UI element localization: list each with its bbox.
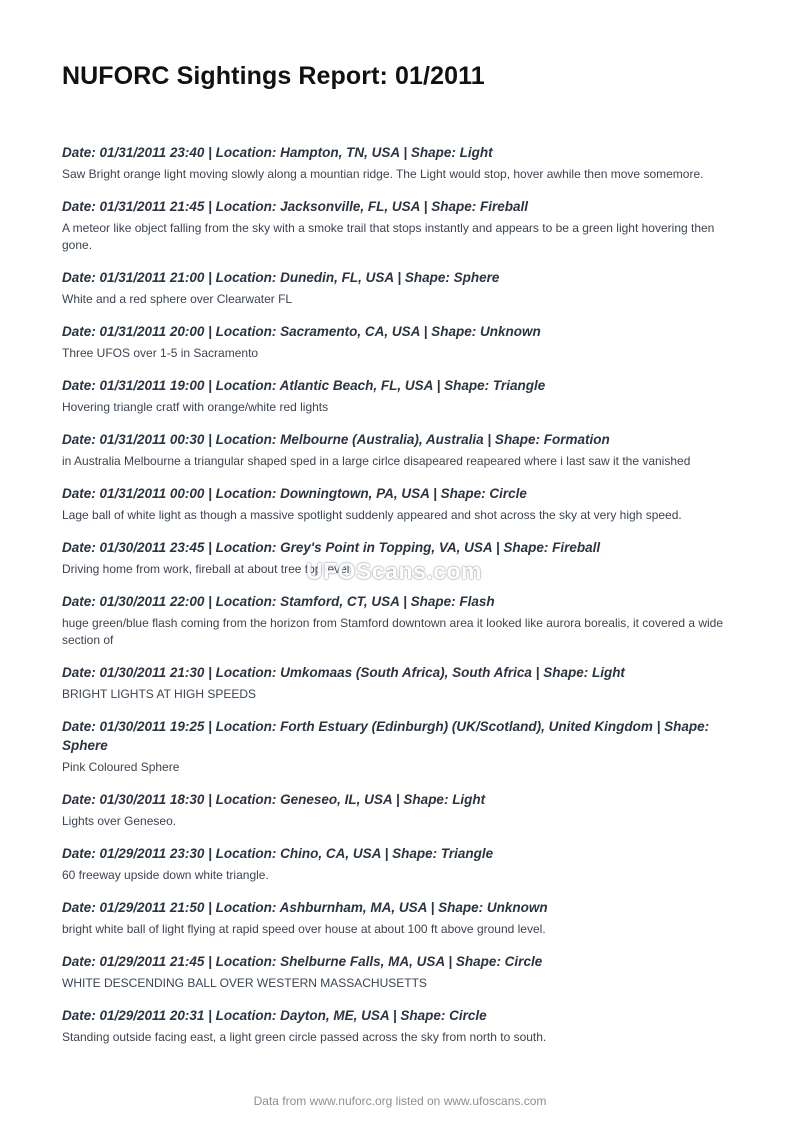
entry-description: huge green/blue flash coming from the horizon from Stamford downtown area it looked like aurora borealis, it covered a wide section of [62, 616, 724, 647]
page-title: NUFORC Sightings Report: 01/2011 [62, 62, 485, 90]
list-item [62, 197, 742, 254]
entry-header: Date: 01/29/2011 21:50 | Location: Ashburnham, MA, USA | Shape: Unknown [62, 900, 548, 915]
entry-header: Date: 01/30/2011 21:30 | Location: Umkomaas (South Africa), South Africa | Shape: Light [62, 665, 625, 680]
entry-description: Hovering triangle cratf with orange/white red lights [62, 400, 329, 414]
entry-header: Date: 01/29/2011 23:30 | Location: Chino, CA, USA | Shape: Triangle [62, 846, 494, 861]
entry-header: Date: 01/30/2011 18:30 | Location: Geneseo, IL, USA | Shape: Light [62, 792, 486, 807]
entry-header: Date: 01/31/2011 21:00 | Location: Dunedin, FL, USA | Shape: Sphere [62, 270, 500, 285]
list-item [62, 790, 742, 830]
list-item [62, 376, 742, 416]
list-item [62, 484, 742, 524]
entry-description: in Australia Melbourne a triangular shaped sped in a large cirlce disapeared reapeared where i last saw it the vanished [62, 454, 691, 468]
sightings-list [62, 143, 742, 1060]
entry-description: Three UFOS over 1-5 in Sacramento [62, 346, 259, 360]
footer-credit: Data from www.nuforc.org listed on www.ufoscans.com [253, 1094, 547, 1108]
list-item [62, 322, 742, 362]
entry-description: Lage ball of white light as though a massive spotlight suddenly appeared and shot across the sky at very high speed. [62, 508, 682, 522]
list-item [62, 898, 742, 938]
entry-header: Date: 01/30/2011 23:45 | Location: Grey's Point in Topping, VA, USA | Shape: Fireball [62, 540, 601, 555]
list-item [62, 844, 742, 884]
list-item [62, 592, 742, 649]
entry-header: Date: 01/30/2011 19:25 | Location: Forth Estuary (Edinburgh) (UK/Scotland), United Kingdom | Shape: Sphere [62, 719, 710, 753]
list-item [62, 1006, 742, 1046]
list-item [62, 143, 742, 183]
entry-description: Pink Coloured Sphere [62, 760, 180, 774]
entry-description: A meteor like object falling from the sky with a smoke trail that stops instantly and appears to be a green light hovering then gone. [62, 221, 715, 252]
entry-header: Date: 01/29/2011 20:31 | Location: Dayton, ME, USA | Shape: Circle [62, 1008, 487, 1023]
list-item [62, 717, 742, 776]
list-item [62, 663, 742, 703]
entry-header: Date: 01/31/2011 21:45 | Location: Jacksonville, FL, USA | Shape: Fireball [62, 199, 528, 214]
list-item [62, 952, 742, 992]
entry-description: Driving home from work, fireball at about tree top level [62, 562, 350, 576]
entry-description: Standing outside facing east, a light green circle passed across the sky from north to south. [62, 1030, 547, 1044]
entry-description: 60 freeway upside down white triangle. [62, 868, 269, 882]
entry-header: Date: 01/30/2011 22:00 | Location: Stamford, CT, USA | Shape: Flash [62, 594, 495, 609]
entry-header: Date: 01/31/2011 20:00 | Location: Sacramento, CA, USA | Shape: Unknown [62, 324, 541, 339]
entry-description: White and a red sphere over Clearwater FL [62, 292, 293, 306]
entry-header: Date: 01/31/2011 23:40 | Location: Hampton, TN, USA | Shape: Light [62, 145, 493, 160]
entry-description: bright white ball of light flying at rapid speed over house at about 100 ft above ground level. [62, 922, 546, 936]
entry-description: Lights over Geneseo. [62, 814, 177, 828]
watermark: UFOScans.com [306, 558, 482, 584]
list-item [62, 430, 742, 470]
list-item [62, 268, 742, 308]
entry-description: Saw Bright orange light moving slowly along a mountian ridge. The Light would stop, hover awhile then move somemore. [62, 167, 704, 181]
entry-description: WHITE DESCENDING BALL OVER WESTERN MASSACHUSETTS [62, 976, 427, 990]
entry-header: Date: 01/31/2011 19:00 | Location: Atlantic Beach, FL, USA | Shape: Triangle [62, 378, 546, 393]
entry-header: Date: 01/29/2011 21:45 | Location: Shelburne Falls, MA, USA | Shape: Circle [62, 954, 543, 969]
entry-header: Date: 01/31/2011 00:30 | Location: Melbourne (Australia), Australia | Shape: Formation [62, 432, 610, 447]
entry-header: Date: 01/31/2011 00:00 | Location: Downingtown, PA, USA | Shape: Circle [62, 486, 527, 501]
entry-description: BRIGHT LIGHTS AT HIGH SPEEDS [62, 687, 257, 701]
